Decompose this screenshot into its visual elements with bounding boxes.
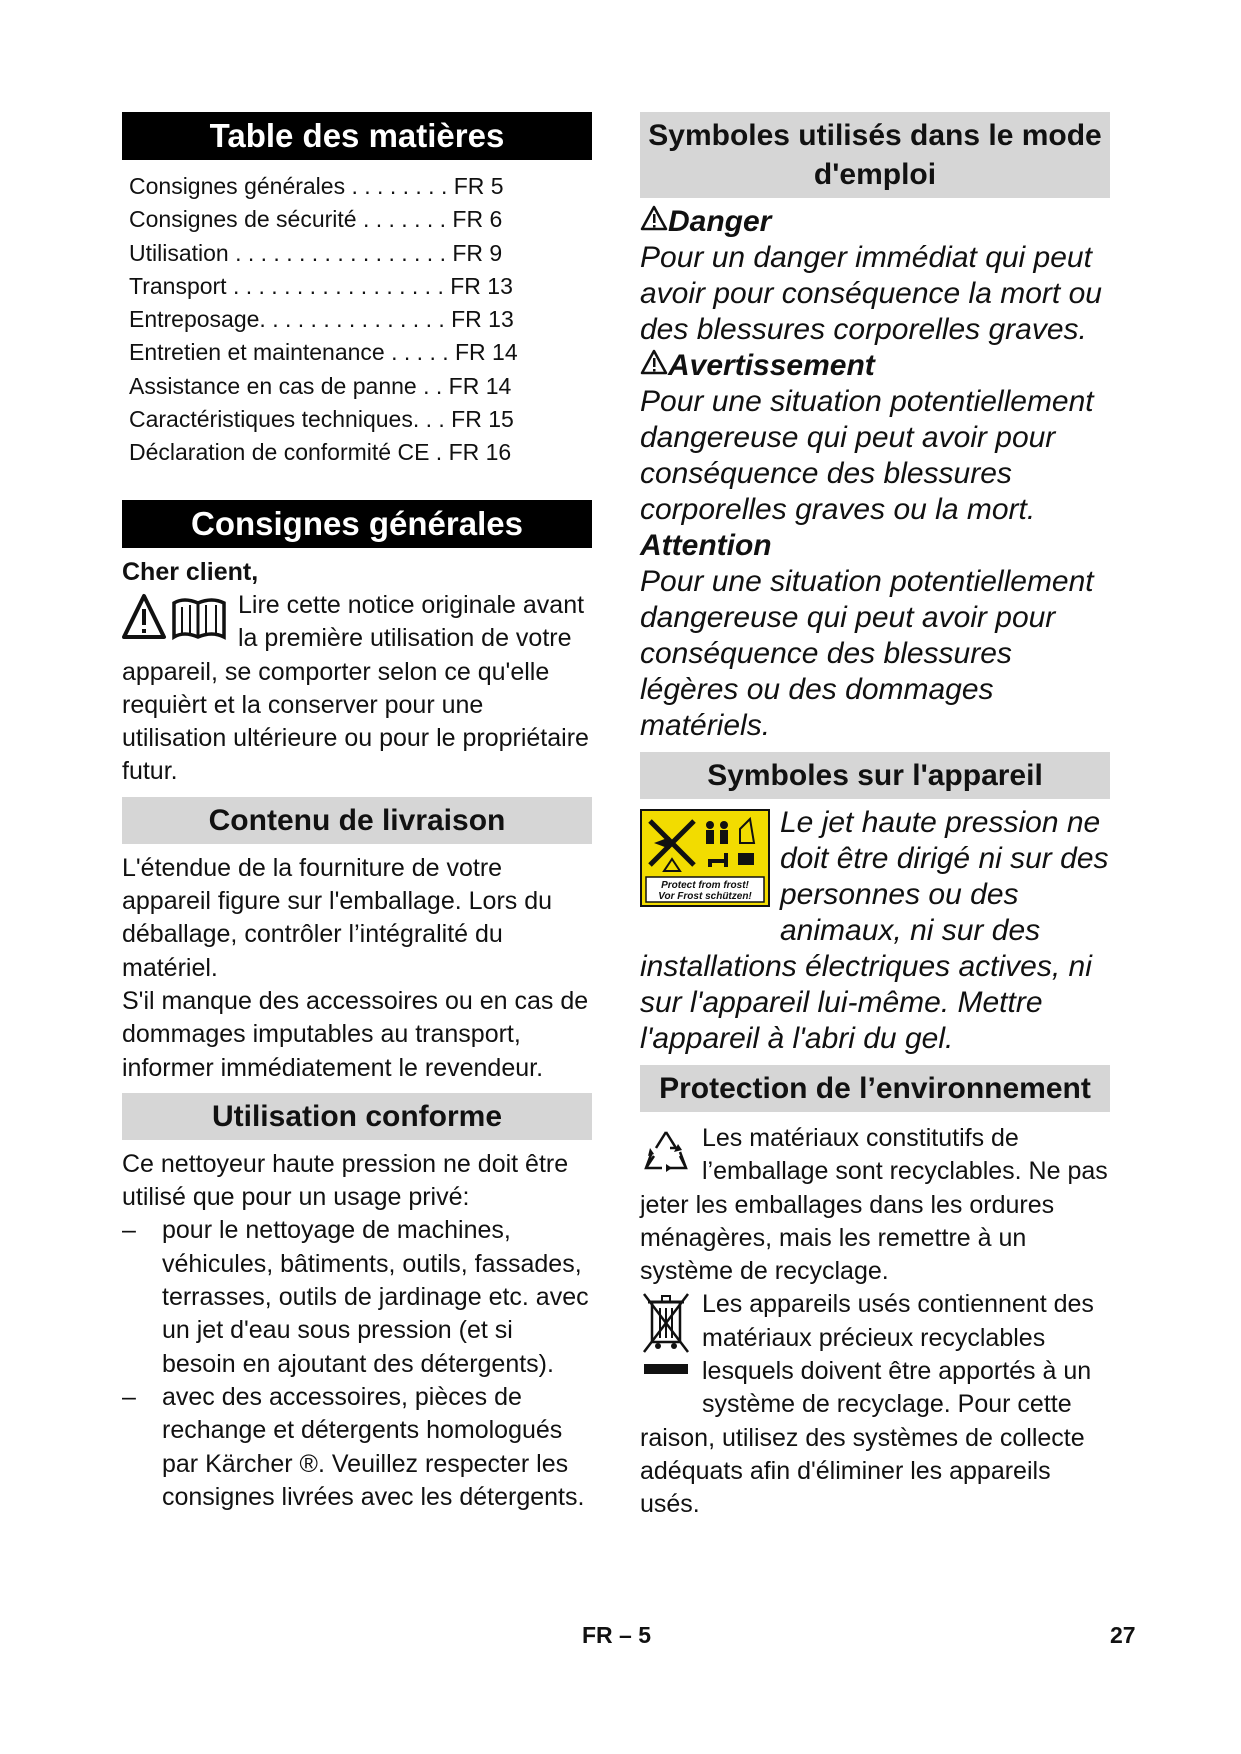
toc-entry[interactable]: Entretien et maintenance . . . . . FR 14 (129, 339, 518, 366)
environment-paragraph-2: Les appareils usés contiennent des matériaux précieux recyclables lesquels doivent être apportés à un système de recyclage. Pour cette raison, utilisez des systèmes de collecte adéquats afin d'éliminer les appareils usés. (640, 1290, 1094, 1519)
environment-paragraph-1: Les matériaux constitutifs de l’emballage sont recyclables. Ne pas jeter les emballages dans les ordures ménagères, mais les remettre à un système de recyclage. (640, 1124, 1108, 1286)
warning-text: Pour une situation potentiellement dangereuse qui peut avoir pour conséquence des blessures corporelles graves ou la mort. (640, 385, 1094, 526)
delivery-paragraph-1: L'étendue de la fourniture de votre appareil figure sur l'emballage. Lors du déballage, contrôler l’intégralité du matériel. (122, 853, 553, 982)
toc-entry[interactable]: Transport . . . . . . . . . . . . . . . . . FR 13 (129, 272, 513, 299)
toc-title: Table des matières (122, 112, 592, 160)
warning-block (640, 348, 1110, 528)
usage-intro: Ce nettoyeur haute pression ne doit être utilisé que pour un usage privé: (122, 1149, 569, 1212)
usage-title: Utilisation conforme (122, 1093, 592, 1140)
device-symbol-text: Le jet haute pression ne doit être dirigé ni sur des personnes ou des animaux, ni sur des installations électriques actives, ni sur l'appareil lui-même. Mettre l'appareil à l'abri du gel. (640, 806, 1109, 1055)
device-symbol-block (640, 805, 1110, 1057)
symbols-device-title: Symboles sur l'appareil (640, 752, 1110, 799)
dash-bullet: – (122, 1382, 136, 1411)
general-title: Consignes générales (122, 500, 592, 548)
toc-list (122, 160, 592, 470)
delivery-paragraph-2: S'il manque des accessoires ou en cas de dommages imputables au transport, informer immédiatement le revendeur. (122, 986, 589, 1082)
salutation: Cher client, (122, 557, 259, 586)
left-column (122, 112, 592, 1514)
usage-item: – pour le nettoyage de machines, véhicules, bâtiments, outils, fassades, terrasses, outils de jardinage etc. avec un jet d'eau sous pression (et si besoin en ajoutant des détergents). (122, 1216, 589, 1378)
warning-triangle-icon (640, 205, 668, 238)
symbols-manual-title: Symboles utilisés dans le mode d'emploi (640, 112, 1110, 198)
danger-label: Danger (668, 205, 772, 238)
attention-text: Pour une situation potentiellement dangereuse qui peut avoir pour conséquence des blessures légères ou des dommages matériels. (640, 565, 1094, 742)
right-column (640, 112, 1110, 1522)
frost-label-line1: Protect from frost! (661, 880, 749, 891)
attention-block (640, 528, 1110, 744)
toc-entry[interactable]: Consignes générales . . . . . . . . FR 5 (129, 173, 504, 199)
page-label: FR – 5 (582, 1622, 652, 1648)
warning-label: Avertissement (668, 349, 875, 382)
danger-text: Pour un danger immédiat qui peut avoir pour conséquence la mort ou des blessures corporelles graves. (640, 241, 1102, 346)
recycling-icon (640, 1126, 692, 1187)
toc-entry[interactable]: Consignes de sécurité . . . . . . . FR 6 (129, 206, 503, 233)
warning-manual-icon (122, 593, 228, 652)
toc-entry[interactable]: Assistance en cas de panne . . FR 14 (129, 372, 512, 399)
dash-bullet: – (122, 1216, 136, 1245)
toc-entry[interactable]: Entreposage. . . . . . . . . . . . . . . FR 13 (129, 306, 514, 333)
warning-triangle-icon (640, 349, 668, 382)
toc-entry[interactable]: Caractéristiques techniques. . . FR 15 (129, 406, 514, 433)
attention-label: Attention (640, 529, 772, 562)
page-number: 27 (1110, 1622, 1136, 1648)
delivery-title: Contenu de livraison (122, 797, 592, 844)
frost-label-line2: Vor Frost schützen! (658, 891, 752, 902)
frost-warning-label-icon (640, 809, 770, 916)
toc-entry[interactable]: Déclaration de conformité CE . FR 16 (129, 439, 512, 466)
environment-title: Protection de l’environnement (640, 1065, 1110, 1112)
crossed-bin-icon (640, 1292, 692, 1397)
general-paragraph: Lire cette notice originale avant la première utilisation de votre appareil, se comporter selon ce qu'elle requièrt et la conserver pour une utilisation ultérieure ou pour le propriétaire futur. (122, 590, 589, 786)
danger-block (640, 204, 1110, 348)
usage-item: – avec des accessoires, pièces de rechange et détergents homologués par Kärcher ®. Veuillez respecter les consignes livrées avec les détergents. (122, 1382, 585, 1511)
toc-entry[interactable]: Utilisation . . . . . . . . . . . . . . . . . FR 9 (129, 239, 503, 266)
